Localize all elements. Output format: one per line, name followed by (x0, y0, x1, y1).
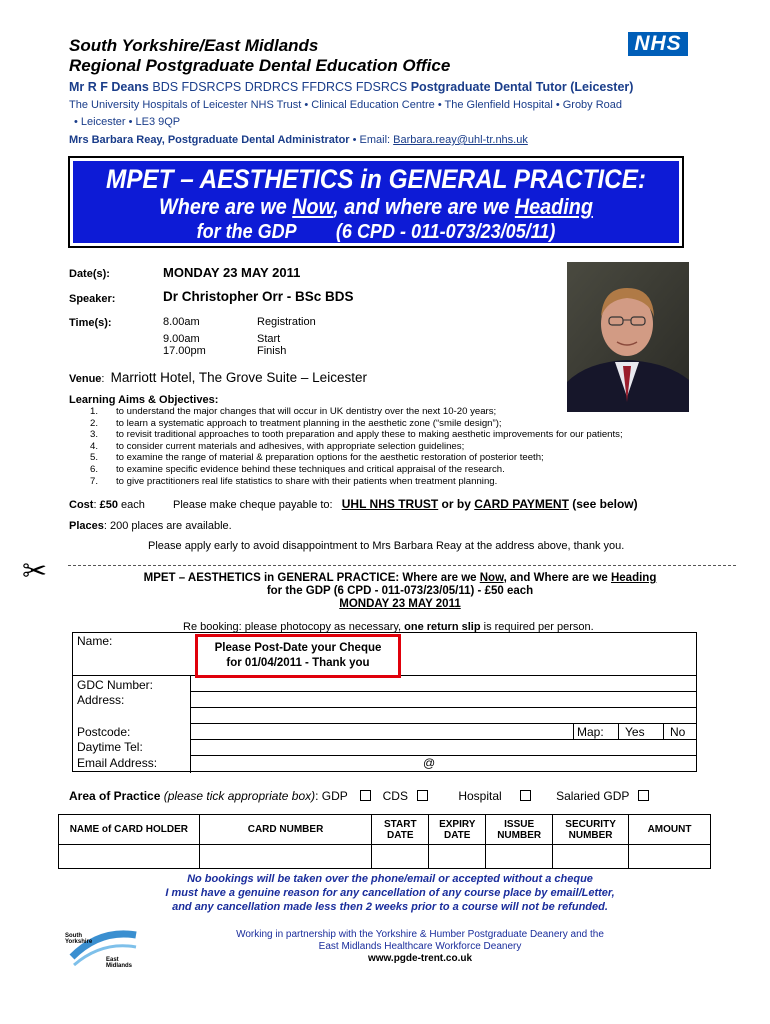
tutor-name: Mr R F Deans (69, 80, 149, 94)
area-label: Area of Practice (69, 789, 161, 803)
aim-number: 2. (90, 417, 99, 429)
aim-item (90, 406, 623, 418)
aim-item (90, 418, 623, 430)
tutor-quals: BDS FDSRCPS DRDRCS FFDRCS FDSRCS (148, 80, 411, 94)
aim-item (90, 441, 623, 453)
rebook-c: is required per person. (480, 621, 594, 633)
aims-list (90, 406, 623, 487)
area-hint: (please tick appropriate box) (160, 789, 316, 803)
address-line2: • Leicester • LE3 9QP (74, 116, 181, 128)
aim-text: to give practitioners real life statistics to share with their patients when treatment planning. (116, 475, 498, 487)
card-payment-table (58, 814, 711, 869)
logo-word-south: South (65, 933, 82, 939)
slip-title-line3: MONDAY 23 MAY 2011 (339, 598, 461, 610)
admin-line (69, 134, 528, 146)
aim-text: to revisit traditional approaches to tooth preparation and apply these to making aesthetic improvements for our patients; (116, 429, 623, 441)
cost-label: Cost (69, 499, 94, 511)
slip-title-heading: Heading (610, 572, 657, 584)
cost-colon: : (93, 499, 97, 511)
course-cpd: for the GDP (6 CPD - 011-073/23/05/11) (196, 221, 556, 243)
tutor-line (69, 80, 633, 94)
logo-text-east (106, 957, 132, 969)
aims-title: Learning Aims & Objectives: (69, 394, 219, 406)
cost-line (69, 497, 638, 511)
cds-checkbox[interactable] (417, 790, 428, 801)
logo-word-east: East (106, 957, 119, 963)
area-salaried-label: Salaried GDP (556, 789, 630, 803)
aim-number: 4. (90, 440, 99, 452)
postdate-line1: Please Post-Date your Cheque (214, 642, 382, 654)
aim-item (90, 476, 623, 488)
booking-notice (60, 872, 720, 914)
card-holder-cell[interactable] (59, 845, 200, 869)
speaker-photo (567, 262, 689, 412)
address-label: Address: (77, 693, 125, 707)
name-label: Name: (77, 634, 113, 648)
map-no-option[interactable]: No (670, 725, 686, 739)
postcode-label: Postcode: (77, 725, 131, 739)
time-3: 17.00pm (163, 345, 206, 357)
partner-url-link[interactable]: www.pgde-trent.co.uk (367, 953, 473, 964)
logo-word-yorkshire: Yorkshire (65, 939, 93, 945)
hospital-checkbox[interactable] (520, 790, 531, 801)
slip-title-now: Now (479, 572, 504, 584)
area-cds-label: CDS (382, 789, 408, 803)
aim-number: 5. (90, 452, 99, 464)
postdate-line2: for 01/04/2011 - Thank you (226, 657, 370, 669)
tutor-role: Postgraduate Dental Tutor (Leicester) (410, 80, 634, 94)
aim-text: to examine the range of material & preparation options for the aesthetic restoration of posterior teeth; (116, 452, 544, 464)
logo-word-midlands: Midlands (106, 963, 133, 969)
aim-text: to consider current materials and adhesives, with appropriate selection guidelines; (116, 440, 465, 452)
map-divider (573, 723, 574, 739)
cheque-instruction: Please make cheque payable to: (172, 499, 333, 511)
speaker-label: Speaker: (69, 293, 116, 305)
issue-number-cell[interactable] (486, 845, 553, 869)
map-divider (663, 723, 664, 739)
area-hospital-label: Hospital (458, 789, 502, 803)
area-gdp-label: : GDP (315, 789, 348, 803)
cost-each: each (117, 499, 145, 511)
venue-line (69, 370, 367, 385)
date-value: MONDAY 23 MAY 2011 (163, 265, 301, 280)
admin-email-label: • Email: (349, 134, 394, 146)
course-subtitle (103, 194, 648, 220)
col-start-date: START DATE (372, 815, 429, 845)
speaker-value: Dr Christopher Orr - BSc BDS (163, 289, 354, 304)
deanery-logo (62, 925, 140, 975)
slip-title (60, 572, 740, 611)
time-2: 9.00am (163, 333, 200, 345)
card-payment: CARD PAYMENT (474, 497, 569, 511)
aim-item (90, 464, 623, 476)
cheque-payee: UHL NHS TRUST (341, 497, 439, 511)
col-amount: AMOUNT (629, 815, 711, 845)
slip-title-b: , and Where are we (503, 572, 611, 584)
admin-name: Mrs Barbara Reay, Postgraduate Dental Administrator (69, 134, 350, 146)
course-banner (68, 156, 684, 248)
daytime-label: Daytime Tel: (77, 740, 143, 754)
aim-text: to learn a systematic approach to treatment planning in the aesthetic zone (“smile design”); (116, 417, 502, 429)
cut-line (68, 565, 736, 566)
cost-or-by: or by (438, 497, 475, 511)
venue-label: Venue (69, 373, 102, 385)
rebook-a: Re booking: please photocopy as necessary, (183, 621, 405, 633)
aim-text: to understand the major changes that will occur in UK dentistry over the next 10-20 years; (116, 406, 497, 417)
subtitle-part-a: Where are we (159, 194, 293, 219)
course-title: MPET – AESTHETICS in GENERAL PRACTICE: (105, 164, 647, 194)
slip-title-line1 (60, 572, 740, 585)
aim-number: 7. (90, 475, 99, 487)
time-2-desc: Start (257, 333, 281, 345)
card-table-header-row (59, 815, 711, 845)
map-label: Map: (577, 725, 604, 739)
gdc-label: GDC Number: (77, 678, 154, 692)
nhs-logo: NHS (628, 32, 688, 56)
time-1: 8.00am (163, 316, 200, 328)
venue-value: Marriott Hotel, The Grove Suite – Leicester (110, 370, 367, 385)
expiry-date-cell[interactable] (429, 845, 486, 869)
places-label: Places (69, 520, 104, 532)
postcode-field[interactable] (191, 723, 571, 739)
office-title (69, 36, 589, 76)
aim-number: 1. (90, 406, 99, 417)
subtitle-part-b: , and where are we (333, 194, 515, 219)
security-number-cell[interactable] (553, 845, 629, 869)
col-security-number: SECURITY NUMBER (553, 815, 629, 845)
gdp-checkbox[interactable] (360, 790, 371, 801)
salaried-checkbox[interactable] (638, 790, 649, 801)
slip-title-line2: for the GDP (6 CPD - 011-073/23/05/11) - £50 each (266, 585, 534, 597)
see-below: (see below) (568, 497, 638, 511)
speaker-portrait-image (567, 262, 689, 412)
card-table-row (59, 845, 711, 869)
office-title-line1: South Yorkshire/East Midlands (69, 36, 319, 55)
partnership-footer (190, 929, 650, 965)
cost-amount: £50 (99, 499, 118, 511)
subtitle-now: Now (292, 194, 334, 219)
partner-line1: Working in partnership with the Yorkshire & Humber Postgraduate Deanery and the (236, 929, 604, 940)
notice-line2: I must have a genuine reason for any cancellation of any course place by email/Letter, (165, 887, 615, 899)
postdate-notice (195, 634, 401, 678)
map-yes-option[interactable]: Yes (625, 725, 645, 739)
col-card-holder: NAME of CARD HOLDER (59, 815, 200, 845)
email-field[interactable] (191, 755, 696, 773)
partner-line2: East Midlands Healthcare Workforce Deanery (318, 941, 522, 952)
aim-number: 3. (90, 429, 99, 441)
course-banner-inner (73, 161, 679, 243)
places-line (69, 520, 232, 532)
rebook-b: one return slip (404, 621, 481, 633)
places-text: : 200 places are available. (103, 520, 232, 532)
email-label: Email Address: (77, 756, 158, 770)
amount-cell[interactable] (629, 845, 711, 869)
slip-title-a: MPET – AESTHETICS in GENERAL PRACTICE: Where are we (143, 572, 480, 584)
notice-line1: No bookings will be taken over the phone/email or accepted without a cheque (187, 873, 593, 885)
col-card-number: CARD NUMBER (199, 815, 372, 845)
date-label: Date(s): (69, 268, 110, 280)
admin-email-link[interactable]: Barbara.reay@uhl-tr.nhs.uk (393, 134, 528, 146)
scissors-icon: ✂ (22, 555, 48, 588)
notice-line3: and any cancellation made less then 2 weeks prior to a course will not be refunded. (172, 901, 608, 913)
aim-number: 6. (90, 463, 99, 475)
subtitle-heading: Heading (514, 194, 593, 219)
daytime-field[interactable] (191, 739, 696, 755)
time-1-desc: Registration (257, 316, 316, 328)
office-title-line2: Regional Postgraduate Dental Education Office (69, 56, 451, 75)
map-divider (618, 723, 619, 739)
time-3-desc: Finish (257, 345, 287, 357)
venue-colon: : (101, 373, 105, 385)
email-at-symbol: @ (423, 756, 436, 770)
col-expiry-date: EXPIRY DATE (429, 815, 486, 845)
aim-text: to examine specific evidence behind these techniques and critical appraisal of the research. (116, 463, 505, 475)
area-of-practice (69, 789, 651, 803)
aim-item (90, 452, 623, 464)
col-issue-number: ISSUE NUMBER (486, 815, 553, 845)
logo-text-south (65, 933, 92, 945)
address-line1: The University Hospitals of Leicester NHS Trust • Clinical Education Centre • The Glenfield Hospital • Groby Road (69, 99, 623, 111)
apply-note: Please apply early to avoid disappointment to Mrs Barbara Reay at the address above, thank you. (148, 540, 625, 552)
card-number-cell[interactable] (199, 845, 372, 869)
aim-item (90, 429, 623, 441)
time-label: Time(s): (69, 317, 112, 329)
start-date-cell[interactable] (372, 845, 429, 869)
form-rule (191, 707, 696, 708)
